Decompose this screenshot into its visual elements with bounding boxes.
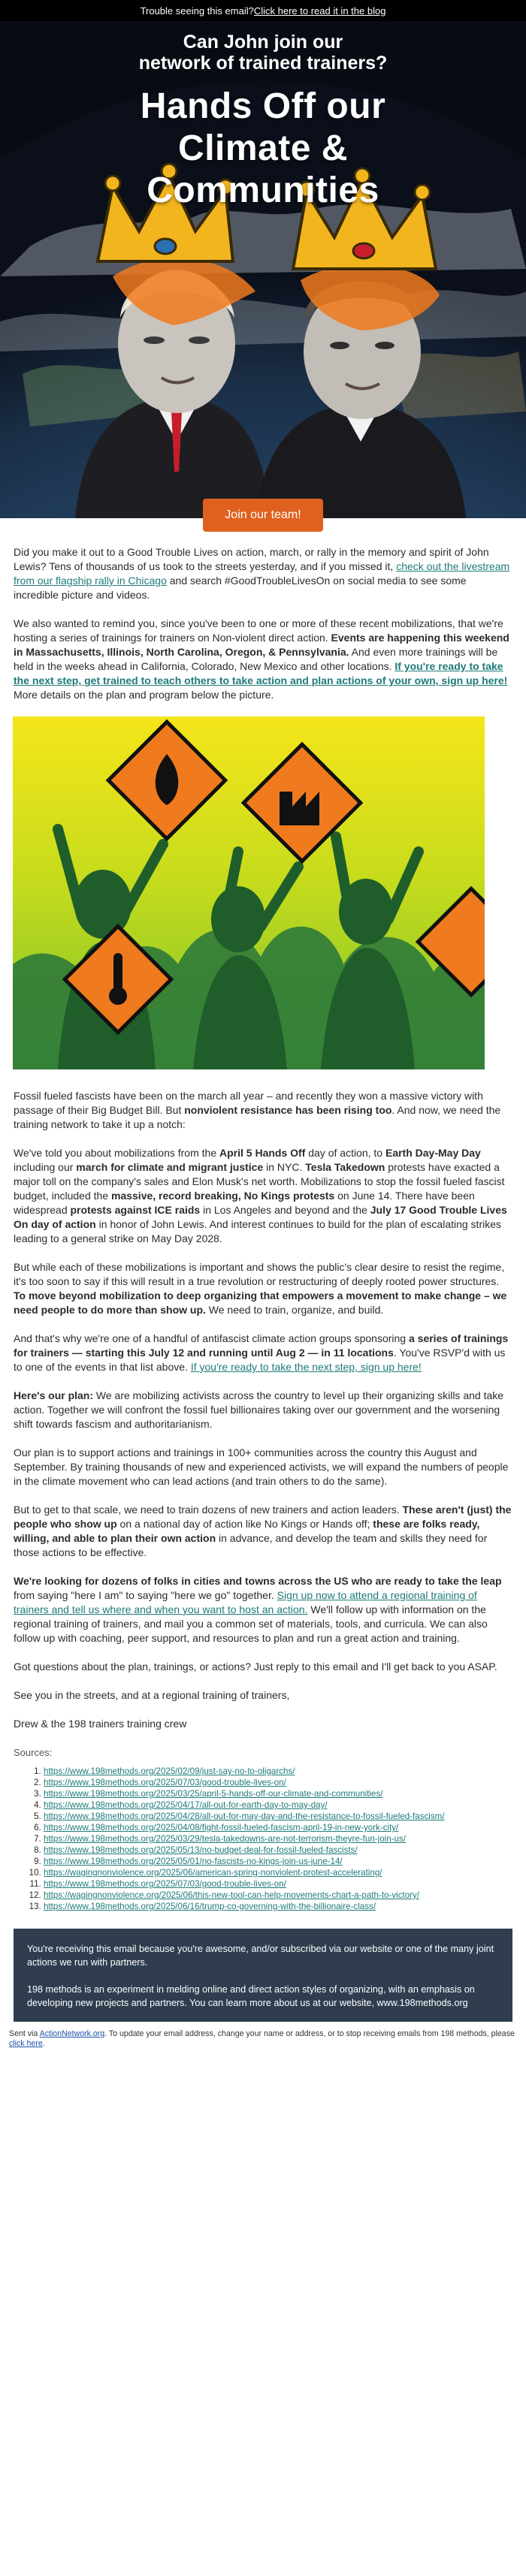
- p5-c: We need to train, organize, and build.: [205, 1304, 384, 1316]
- source-item: [44, 1833, 512, 1845]
- p7-bold: Here's our plan:: [14, 1389, 94, 1401]
- p9-b: These aren't (just) the people who show up: [14, 1504, 512, 1530]
- signup-link-3[interactable]: Sign up now to attend a regional training of trainers and tell us where and when you want to host an action.: [14, 1589, 477, 1615]
- signature: Drew & the 198 trainers training crew: [14, 1718, 187, 1730]
- body-paragraph-5: [14, 1260, 512, 1317]
- source-link[interactable]: https://www.198methods.org/2025/04/17/all-out-for-earth-day-to-may-day/: [44, 1800, 328, 1810]
- p6-a: And that's why we're one of a handful of antifascist climate action groups sponsoring: [14, 1332, 409, 1344]
- source-item: [44, 1777, 512, 1788]
- p3-text: Fossil fueled fascists have been on the march all year – and recently they won a massive victory with passage of their Big Budget Bill. But: [14, 1090, 483, 1116]
- intro-p2-bold: Events are happening this weekend in Massachusetts, Illinois, North Carolina, Oregon, & Pennsylvania.: [14, 632, 509, 658]
- p4-a: We've told you about mobilizations from the: [14, 1147, 219, 1159]
- p5-b: To move beyond mobilization to deep organizing that empowers a movement to make change – we need people to do more than show up.: [14, 1290, 507, 1316]
- p9-a: But to get to that scale, we need to train dozens of new trainers and action leaders.: [14, 1504, 403, 1516]
- source-item: [44, 1766, 512, 1777]
- source-link[interactable]: https://wagingnonviolence.org/2025/06/this-new-tool-can-help-movements-chart-a-path-to-victory/: [44, 1890, 420, 1900]
- source-link[interactable]: https://www.198methods.org/2025/02/09/just-say-no-to-oligarchs/: [44, 1766, 295, 1776]
- p10-a: from saying "here I am" to saying "here we go" together.: [14, 1589, 277, 1601]
- hero-title-line-2: Climate &: [178, 128, 348, 168]
- source-item: [44, 1811, 512, 1822]
- source-link[interactable]: https://wagingnonviolence.org/2025/06/american-spring-nonviolent-protest-accelerating/: [44, 1868, 382, 1878]
- intro-p1-text-2: and search #GoodTroubleLivesOn on social media to see some incredible picture and videos.: [14, 575, 467, 601]
- signup-link-2[interactable]: If you're ready to take the next step, sign up here!: [190, 1361, 422, 1373]
- actionnetwork-link[interactable]: ActionNetwork.org: [39, 2029, 105, 2038]
- p9-d: these are folks ready, willing, and able to plan their own action: [14, 1518, 480, 1544]
- p4-h: in Los Angeles and beyond and the: [200, 1204, 370, 1216]
- sign-factory: [243, 744, 361, 861]
- p4-b2: Earth Day-May Day: [385, 1147, 481, 1159]
- source-link[interactable]: https://www.198methods.org/2025/04/08/fight-fossil-fueled-fascism-april-19-in-new-york-city/: [44, 1823, 399, 1832]
- p10-c: We'll follow up with information on the regional training of trainers, and mail you a common set of materials, tools, and curricula. We can also follow up with coaching, peer support, and resources to plan and run a great action and training.: [14, 1603, 488, 1644]
- source-link[interactable]: https://www.198methods.org/2025/04/28/all-out-for-may-day-and-the-resistance-to-fossil-fueled-fascism/: [44, 1811, 445, 1821]
- top-bar: [0, 0, 526, 21]
- body-paragraph-11: Got questions about the plan, trainings, or actions? Just reply to this email and I'll get back to you ASAP.: [14, 1661, 497, 1673]
- footer-paragraph-2: 198 methods is an experiment in melding online and direct action styles of organizing, with an emphasis on developing new projects and partners. You can learn more about us at our website, www.198methods.org: [27, 1984, 475, 2008]
- p4-d: including our: [14, 1161, 77, 1173]
- body-paragraph-10: [14, 1574, 512, 1645]
- source-item: [44, 1878, 512, 1890]
- body-paragraph-6: [14, 1332, 512, 1374]
- email-body-continued: [0, 1089, 526, 1912]
- source-item: [44, 1890, 512, 1901]
- read-in-blog-link[interactable]: Click here to read it in the blog: [253, 5, 386, 17]
- body-paragraph-12: See you in the streets, and at a regional training of trainers,: [14, 1689, 290, 1701]
- body-paragraph-8: Our plan is to support actions and trainings in 100+ communities across the country this August and September. By training thousands of new and experienced activists, we will expand the numbers of people in the climate movement who can lead actions (and train others to do the same).: [14, 1446, 509, 1487]
- p4-g: on June 14. There have been widespread: [14, 1190, 475, 1216]
- source-link[interactable]: https://www.198methods.org/2025/05/01/no-fascists-no-kings-join-us-june-14/: [44, 1857, 343, 1866]
- email-body: [0, 545, 526, 702]
- source-link[interactable]: https://www.198methods.org/2025/03/25/april-5-hands-off-our-climate-and-communities/: [44, 1789, 383, 1799]
- sources-heading: Sources:: [14, 1747, 53, 1758]
- hero-title-line-3: Communities: [147, 170, 379, 210]
- p4-c: day of action, to: [305, 1147, 385, 1159]
- p6-c: . You've RSVP'd with us to one of the events in that list above.: [14, 1347, 506, 1373]
- p10-bold: We're looking for dozens of folks in cities and towns across the US who are ready to take the leap: [14, 1575, 502, 1587]
- fine-print-a: Sent via: [9, 2029, 40, 2038]
- p4-b4: Tesla Takedown: [305, 1161, 385, 1173]
- join-team-button[interactable]: Join our team!: [203, 499, 323, 532]
- p7-text: We are mobilizing activists across the country to level up their organizing skills and take action. Together we will confront the fossil fuel billionaires taking over our government and the worsening shift towards fascism and authoritarianism.: [14, 1389, 504, 1430]
- p4-f: protests have exacted a major toll on the company's sales and Elon Musk's net worth. Mobilizations to stop the fossil fueled fascist budget, included the: [14, 1161, 505, 1202]
- p4-b3: march for climate and migrant justice: [76, 1161, 264, 1173]
- p4-i: in honor of John Lewis. And interest continues to build for the plan of escalating strikes leading to a general strike on May Day 2028.: [14, 1218, 502, 1244]
- fine-print: [0, 2022, 526, 2049]
- body-paragraph-9: [14, 1503, 512, 1560]
- fine-print-c: .: [42, 2039, 45, 2048]
- fine-print-b: . To update your email address, change your name or address, or to stop receiving emails from 198 methods, please: [104, 2029, 515, 2038]
- intro-p2-text-2: And even more trainings will be held in the weeks ahead in California, Colorado, New Mexico and other locations.: [14, 646, 498, 672]
- source-item: [44, 1867, 512, 1878]
- source-link[interactable]: https://www.198methods.org/2025/06/16/trump-co-governing-with-the-billionaire-class/: [44, 1902, 376, 1911]
- p5-a: But while each of these mobilizations is important and shows the public's clear desire to resist the regime, it's too soon to say if this will result in a true revolution or restructuring of deeply rooted power structures.: [14, 1261, 505, 1287]
- intro-p1-text: Did you make it out to a Good Trouble Lives on action, march, or rally in the memory and spirit of John Lewis? Tens of thousands of us took to the streets yesterday, and if you missed it,: [14, 546, 489, 572]
- p4-b6: protests against ICE raids: [70, 1204, 201, 1216]
- intro-p2-text-3: More details on the plan and program below the picture.: [14, 689, 274, 701]
- p4-e: in NYC.: [263, 1161, 306, 1173]
- hero-question: [0, 32, 526, 74]
- body-paragraph-7: [14, 1389, 512, 1431]
- hero-question-line-1: Can John join our: [183, 32, 343, 53]
- p4-b7: July 17 Good Trouble Lives On day of action: [14, 1204, 507, 1230]
- intro-paragraph-1: [14, 545, 512, 602]
- source-link[interactable]: https://www.198methods.org/2025/05/13/no-budget-deal-for-fossil-fueled-fascists/: [44, 1845, 358, 1855]
- hero-question-line-2: network of trained trainers?: [138, 53, 388, 74]
- signup-link-1[interactable]: If you're ready to take the next step, get trained to teach others to take action and plan actions of your own, sign up here!: [14, 660, 508, 686]
- source-link[interactable]: https://www.198methods.org/2025/07/03/good-trouble-lives-on/: [44, 1879, 286, 1889]
- top-bar-prefix: Trouble seeing this email?: [140, 5, 254, 17]
- source-item: [44, 1901, 512, 1912]
- source-item: [44, 1799, 512, 1811]
- p4-b1: April 5 Hands Off: [219, 1147, 306, 1159]
- source-link[interactable]: https://www.198methods.org/2025/07/03/good-trouble-lives-on/: [44, 1778, 286, 1787]
- body-paragraph-4: [14, 1146, 512, 1246]
- p4-b5: massive, record breaking, No Kings protests: [111, 1190, 335, 1202]
- intro-paragraph-2: [14, 617, 512, 702]
- footer-paragraph-1: You're receiving this email because you're awesome, and/or subscribed via our website or one of the many joint actions we run with partners.: [27, 1944, 494, 1968]
- source-item: [44, 1845, 512, 1856]
- protest-illustration: [13, 716, 485, 1069]
- hero-title-line-1: Hands Off our: [140, 86, 386, 126]
- source-item: [44, 1822, 512, 1833]
- source-item: [44, 1788, 512, 1799]
- footer-box: [14, 1929, 512, 2022]
- p3-text-2: . And now, we need the training network to take it up a notch:: [14, 1104, 501, 1130]
- hero-title: [0, 86, 526, 212]
- p6-b: a series of trainings for trainers — starting this July 12 and running until Aug 2 — in 11 locations: [14, 1332, 509, 1359]
- sign-fire: [108, 722, 225, 839]
- unsubscribe-link[interactable]: click here: [9, 2039, 43, 2048]
- source-item: [44, 1856, 512, 1867]
- livestream-link[interactable]: check out the livestream from our flagship rally in Chicago: [14, 560, 510, 587]
- p9-e: in advance, and develop the team and skills they need for those actions to be effective.: [14, 1532, 488, 1558]
- p3-bold: nonviolent resistance has been rising too: [184, 1104, 392, 1116]
- sources-list: [14, 1766, 512, 1912]
- body-paragraph-3: [14, 1089, 512, 1132]
- p9-c: on a national day of action like No Kings or Hands off;: [116, 1518, 373, 1530]
- intro-p2-text: We also wanted to remind you, since you've been to one or more of these recent mobilizations, that we're hosting a series of trainings for trainers on Non-violent direct action.: [14, 617, 503, 644]
- hero-banner: [0, 21, 526, 518]
- source-link[interactable]: https://www.198methods.org/2025/03/29/tesla-takedowns-are-not-terrorism-theyre-fun-join-us/: [44, 1834, 407, 1844]
